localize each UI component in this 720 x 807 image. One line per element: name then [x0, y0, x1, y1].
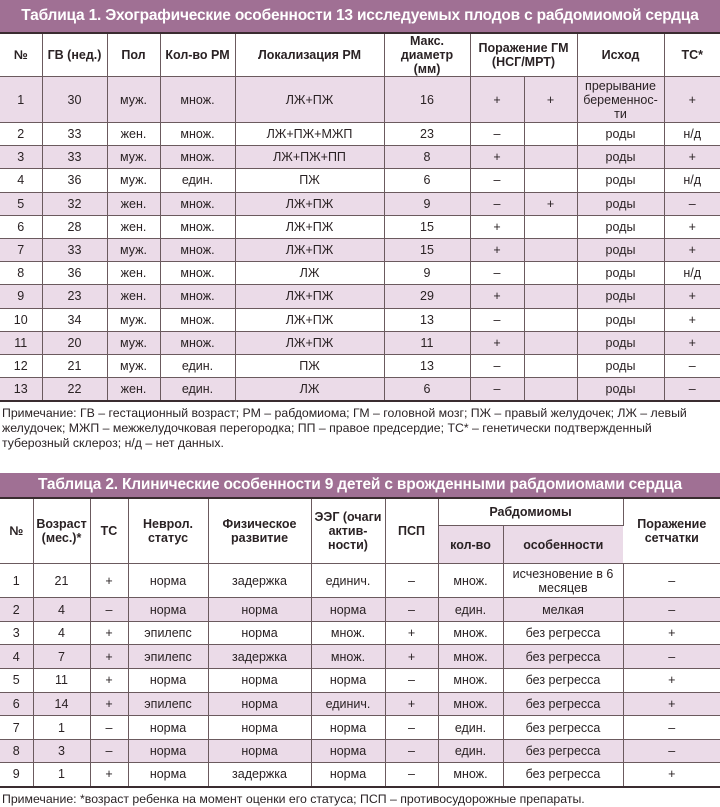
- table2: [0, 499, 720, 788]
- table2-note: Примечание: *возраст ребенка на момент оценки его статуса; ПСП – противосудорожные препараты.: [2, 791, 585, 806]
- cell-phys: норма: [208, 669, 311, 693]
- cell-loc: ЛЖ+ПЖ: [235, 331, 384, 354]
- cell-count: един.: [160, 378, 235, 401]
- cell-gm1: +: [470, 285, 524, 308]
- cell-count: множ.: [160, 192, 235, 215]
- cell-gv: 33: [42, 238, 107, 261]
- cell-n: 3: [0, 621, 33, 645]
- cell-loc: ЛЖ+ПЖ: [235, 192, 384, 215]
- cell-psp: –: [385, 564, 438, 598]
- cell-count: множ.: [160, 146, 235, 169]
- header-gv: ГВ (нед.): [42, 34, 107, 77]
- cell-ts: –: [664, 354, 720, 377]
- cell-gm2: [524, 262, 577, 285]
- cell-outcome: роды: [577, 169, 664, 192]
- table-row: [0, 123, 720, 146]
- cell-diam: 23: [384, 123, 470, 146]
- cell-gm1: –: [470, 123, 524, 146]
- cell-outcome: роды: [577, 285, 664, 308]
- cell-ts: н/д: [664, 169, 720, 192]
- header-diam: Макс. диаметр (мм): [384, 34, 470, 77]
- cell-count: множ.: [438, 692, 503, 716]
- cell-n: 8: [0, 262, 42, 285]
- cell-n: 8: [0, 739, 33, 763]
- table-row: [0, 763, 720, 787]
- cell-ts: +: [664, 238, 720, 261]
- cell-count: множ.: [160, 262, 235, 285]
- cell-gm1: –: [470, 308, 524, 331]
- cell-eeg: норма: [311, 716, 385, 740]
- cell-ts: –: [90, 739, 128, 763]
- cell-count: един.: [438, 739, 503, 763]
- cell-diam: 13: [384, 308, 470, 331]
- cell-eeg: норма: [311, 669, 385, 693]
- cell-gm1: +: [470, 77, 524, 123]
- table-row: [0, 285, 720, 308]
- cell-count: множ.: [160, 123, 235, 146]
- table-row: [0, 692, 720, 716]
- cell-sex: муж.: [107, 331, 160, 354]
- header-num: №: [0, 34, 42, 77]
- table-row: [0, 262, 720, 285]
- cell-age: 1: [33, 716, 90, 740]
- cell-count: множ.: [160, 238, 235, 261]
- cell-count: множ.: [160, 331, 235, 354]
- cell-n: 13: [0, 378, 42, 401]
- cell-loc: ЛЖ+ПЖ+МЖП: [235, 123, 384, 146]
- cell-gm1: –: [470, 169, 524, 192]
- cell-diam: 29: [384, 285, 470, 308]
- cell-n: 9: [0, 285, 42, 308]
- cell-gv: 34: [42, 308, 107, 331]
- table-row: [0, 192, 720, 215]
- cell-phys: норма: [208, 692, 311, 716]
- cell-retina: +: [623, 763, 720, 787]
- cell-age: 21: [33, 564, 90, 598]
- cell-gv: 32: [42, 192, 107, 215]
- cell-gv: 33: [42, 123, 107, 146]
- table2-title: Таблица 2. Клинические особенности 9 детей с врожденными рабдомиомами сердца: [0, 473, 720, 499]
- cell-psp: +: [385, 621, 438, 645]
- cell-count: множ.: [160, 215, 235, 238]
- cell-eeg: норма: [311, 598, 385, 622]
- cell-gm2: [524, 378, 577, 401]
- cell-outcome: роды: [577, 123, 664, 146]
- cell-diam: 9: [384, 192, 470, 215]
- cell-n: 9: [0, 763, 33, 787]
- cell-gm2: [524, 308, 577, 331]
- cell-retina: –: [623, 645, 720, 669]
- cell-feat: без регресса: [503, 716, 623, 740]
- cell-feat: без регресса: [503, 621, 623, 645]
- header-loc: Локализация РМ: [235, 34, 384, 77]
- cell-psp: –: [385, 763, 438, 787]
- cell-ts: +: [664, 215, 720, 238]
- cell-neuro: норма: [128, 763, 208, 787]
- cell-diam: 16: [384, 77, 470, 123]
- cell-age: 7: [33, 645, 90, 669]
- cell-n: 6: [0, 692, 33, 716]
- cell-feat: исчезновение в 6 месяцев: [503, 564, 623, 598]
- cell-gm2: [524, 215, 577, 238]
- cell-age: 4: [33, 621, 90, 645]
- cell-count: множ.: [438, 669, 503, 693]
- cell-sex: муж.: [107, 354, 160, 377]
- cell-ts: +: [664, 285, 720, 308]
- table-row: [0, 739, 720, 763]
- cell-gm2: +: [524, 192, 577, 215]
- cell-sex: муж.: [107, 238, 160, 261]
- cell-psp: –: [385, 669, 438, 693]
- cell-n: 4: [0, 645, 33, 669]
- cell-ts: +: [664, 331, 720, 354]
- cell-age: 3: [33, 739, 90, 763]
- cell-gm1: –: [470, 262, 524, 285]
- cell-ts: –: [90, 716, 128, 740]
- cell-ts: +: [664, 308, 720, 331]
- cell-sex: жен.: [107, 215, 160, 238]
- table-row: [0, 716, 720, 740]
- header-rhabdo-count: кол-во: [438, 526, 503, 564]
- cell-sex: жен.: [107, 285, 160, 308]
- cell-ts: –: [90, 598, 128, 622]
- cell-ts: +: [90, 645, 128, 669]
- cell-loc: ПЖ: [235, 169, 384, 192]
- table-row: [0, 215, 720, 238]
- cell-n: 7: [0, 238, 42, 261]
- cell-outcome: роды: [577, 238, 664, 261]
- table-row: [0, 238, 720, 261]
- cell-gm2: [524, 285, 577, 308]
- cell-eeg: множ.: [311, 621, 385, 645]
- cell-gv: 23: [42, 285, 107, 308]
- header-phys: Физическое развитие: [208, 499, 311, 564]
- cell-gm2: [524, 123, 577, 146]
- header-outcome: Исход: [577, 34, 664, 77]
- cell-ts: +: [90, 692, 128, 716]
- cell-count: един.: [160, 354, 235, 377]
- cell-phys: норма: [208, 716, 311, 740]
- cell-age: 14: [33, 692, 90, 716]
- cell-feat: мелкая: [503, 598, 623, 622]
- cell-diam: 6: [384, 169, 470, 192]
- table1-note: Примечание: ГВ – гестационный возраст; РМ – рабдомиома; ГМ – головной мозг; ПЖ – правый желудочек; ЛЖ – левый желудочек; МЖП – межжелудочковая перегородка; ПП – правое предсердие; ТС* – генетически подтвержденный туберозный склероз; н/д – нет данных.: [2, 405, 687, 450]
- cell-sex: муж.: [107, 77, 160, 123]
- table-row: [0, 77, 720, 123]
- table-row: [0, 169, 720, 192]
- cell-n: 5: [0, 192, 42, 215]
- cell-feat: без регресса: [503, 645, 623, 669]
- cell-outcome: роды: [577, 378, 664, 401]
- header-num: №: [0, 499, 33, 564]
- table-row: [0, 308, 720, 331]
- cell-neuro: норма: [128, 739, 208, 763]
- cell-outcome: прерывание беременнос-ти: [577, 77, 664, 123]
- cell-gm2: [524, 238, 577, 261]
- cell-loc: ЛЖ+ПЖ: [235, 77, 384, 123]
- cell-phys: норма: [208, 598, 311, 622]
- table1-title: Таблица 1. Эхографические особенности 13 исследуемых плодов с рабдомиомой сердца: [0, 0, 720, 34]
- cell-feat: без регресса: [503, 763, 623, 787]
- cell-gm1: +: [470, 238, 524, 261]
- header-gm: Поражение ГМ (НСГ/МРТ): [470, 34, 577, 77]
- cell-count: множ.: [160, 285, 235, 308]
- header-age: Возраст (мес.)*: [33, 499, 90, 564]
- cell-count: множ.: [438, 763, 503, 787]
- cell-n: 4: [0, 169, 42, 192]
- cell-retina: +: [623, 669, 720, 693]
- cell-psp: –: [385, 716, 438, 740]
- cell-loc: ЛЖ+ПЖ: [235, 215, 384, 238]
- table-row: [0, 146, 720, 169]
- cell-loc: ЛЖ+ПЖ: [235, 308, 384, 331]
- cell-eeg: норма: [311, 739, 385, 763]
- cell-gv: 28: [42, 215, 107, 238]
- cell-count: един.: [160, 169, 235, 192]
- cell-gv: 22: [42, 378, 107, 401]
- cell-ts: –: [664, 192, 720, 215]
- cell-phys: задержка: [208, 564, 311, 598]
- cell-gm2: +: [524, 77, 577, 123]
- cell-retina: –: [623, 739, 720, 763]
- cell-ts: –: [664, 378, 720, 401]
- cell-n: 1: [0, 564, 33, 598]
- cell-gm2: [524, 331, 577, 354]
- cell-gv: 30: [42, 77, 107, 123]
- cell-psp: +: [385, 692, 438, 716]
- cell-outcome: роды: [577, 354, 664, 377]
- table-row: [0, 378, 720, 401]
- cell-n: 7: [0, 716, 33, 740]
- cell-gm1: +: [470, 215, 524, 238]
- cell-loc: ПЖ: [235, 354, 384, 377]
- cell-psp: –: [385, 739, 438, 763]
- cell-loc: ЛЖ+ПЖ+ПП: [235, 146, 384, 169]
- cell-gv: 36: [42, 169, 107, 192]
- cell-gv: 20: [42, 331, 107, 354]
- cell-ts: н/д: [664, 123, 720, 146]
- cell-eeg: единич.: [311, 692, 385, 716]
- cell-phys: задержка: [208, 645, 311, 669]
- cell-count: множ.: [438, 645, 503, 669]
- cell-outcome: роды: [577, 146, 664, 169]
- table2-header-row: [0, 499, 720, 526]
- cell-gv: 36: [42, 262, 107, 285]
- table-row: [0, 354, 720, 377]
- cell-retina: +: [623, 621, 720, 645]
- cell-sex: жен.: [107, 262, 160, 285]
- cell-neuro: эпилепс: [128, 692, 208, 716]
- cell-gm1: +: [470, 331, 524, 354]
- cell-age: 1: [33, 763, 90, 787]
- cell-count: един.: [438, 716, 503, 740]
- cell-diam: 9: [384, 262, 470, 285]
- cell-eeg: множ.: [311, 645, 385, 669]
- cell-ts: н/д: [664, 262, 720, 285]
- table1: [0, 34, 720, 402]
- cell-loc: ЛЖ: [235, 378, 384, 401]
- cell-retina: –: [623, 598, 720, 622]
- cell-age: 4: [33, 598, 90, 622]
- header-rhabdo-feat: особенности: [503, 526, 623, 564]
- cell-outcome: роды: [577, 308, 664, 331]
- cell-feat: без регресса: [503, 692, 623, 716]
- header-ts: ТС*: [664, 34, 720, 77]
- cell-neuro: норма: [128, 669, 208, 693]
- cell-n: 6: [0, 215, 42, 238]
- cell-outcome: роды: [577, 215, 664, 238]
- cell-ts: +: [664, 77, 720, 123]
- cell-gv: 21: [42, 354, 107, 377]
- cell-neuro: норма: [128, 564, 208, 598]
- cell-feat: без регресса: [503, 739, 623, 763]
- cell-eeg: единич.: [311, 564, 385, 598]
- cell-gm2: [524, 354, 577, 377]
- cell-n: 2: [0, 598, 33, 622]
- cell-loc: ЛЖ: [235, 262, 384, 285]
- cell-diam: 15: [384, 238, 470, 261]
- cell-n: 1: [0, 77, 42, 123]
- header-eeg: ЭЭГ (очаги актив-ности): [311, 499, 385, 564]
- cell-n: 11: [0, 331, 42, 354]
- cell-phys: норма: [208, 739, 311, 763]
- cell-n: 12: [0, 354, 42, 377]
- cell-gm2: [524, 169, 577, 192]
- cell-loc: ЛЖ+ПЖ: [235, 238, 384, 261]
- cell-gm1: –: [470, 378, 524, 401]
- table-row: [0, 598, 720, 622]
- cell-phys: норма: [208, 621, 311, 645]
- header-sex: Пол: [107, 34, 160, 77]
- cell-diam: 13: [384, 354, 470, 377]
- header-ts: ТС: [90, 499, 128, 564]
- cell-n: 5: [0, 669, 33, 693]
- table-row: [0, 645, 720, 669]
- cell-count: множ.: [160, 77, 235, 123]
- cell-feat: без регресса: [503, 669, 623, 693]
- cell-ts: +: [664, 146, 720, 169]
- cell-ts: +: [90, 564, 128, 598]
- cell-n: 3: [0, 146, 42, 169]
- cell-diam: 6: [384, 378, 470, 401]
- cell-sex: муж.: [107, 146, 160, 169]
- cell-neuro: норма: [128, 598, 208, 622]
- cell-gm1: +: [470, 146, 524, 169]
- cell-sex: муж.: [107, 169, 160, 192]
- header-neuro: Неврол. статус: [128, 499, 208, 564]
- cell-ts: +: [90, 763, 128, 787]
- cell-psp: +: [385, 645, 438, 669]
- cell-diam: 8: [384, 146, 470, 169]
- cell-age: 11: [33, 669, 90, 693]
- cell-retina: –: [623, 716, 720, 740]
- header-retina: Поражение сетчатки: [623, 499, 720, 564]
- cell-gm2: [524, 146, 577, 169]
- cell-gm1: –: [470, 354, 524, 377]
- cell-sex: жен.: [107, 378, 160, 401]
- cell-sex: муж.: [107, 308, 160, 331]
- cell-diam: 11: [384, 331, 470, 354]
- cell-retina: +: [623, 692, 720, 716]
- cell-eeg: норма: [311, 763, 385, 787]
- table-row: [0, 564, 720, 598]
- cell-outcome: роды: [577, 262, 664, 285]
- cell-outcome: роды: [577, 192, 664, 215]
- header-rhabdo: Рабдомиомы: [438, 499, 623, 526]
- table1-header-row: [0, 34, 720, 77]
- cell-ts: +: [90, 621, 128, 645]
- table-row: [0, 621, 720, 645]
- cell-neuro: эпилепс: [128, 621, 208, 645]
- cell-loc: ЛЖ+ПЖ: [235, 285, 384, 308]
- cell-retina: –: [623, 564, 720, 598]
- cell-gv: 33: [42, 146, 107, 169]
- table-row: [0, 669, 720, 693]
- cell-gm1: –: [470, 192, 524, 215]
- header-psp: ПСП: [385, 499, 438, 564]
- table2-section: [0, 473, 720, 807]
- cell-phys: задержка: [208, 763, 311, 787]
- table-row: [0, 331, 720, 354]
- cell-count: множ.: [438, 621, 503, 645]
- cell-diam: 15: [384, 215, 470, 238]
- cell-ts: +: [90, 669, 128, 693]
- cell-sex: жен.: [107, 192, 160, 215]
- cell-n: 2: [0, 123, 42, 146]
- cell-count: множ.: [438, 564, 503, 598]
- cell-outcome: роды: [577, 331, 664, 354]
- cell-sex: жен.: [107, 123, 160, 146]
- cell-count: множ.: [160, 308, 235, 331]
- cell-neuro: эпилепс: [128, 645, 208, 669]
- cell-count: един.: [438, 598, 503, 622]
- cell-n: 10: [0, 308, 42, 331]
- cell-psp: –: [385, 598, 438, 622]
- cell-neuro: норма: [128, 716, 208, 740]
- header-count: Кол-во РМ: [160, 34, 235, 77]
